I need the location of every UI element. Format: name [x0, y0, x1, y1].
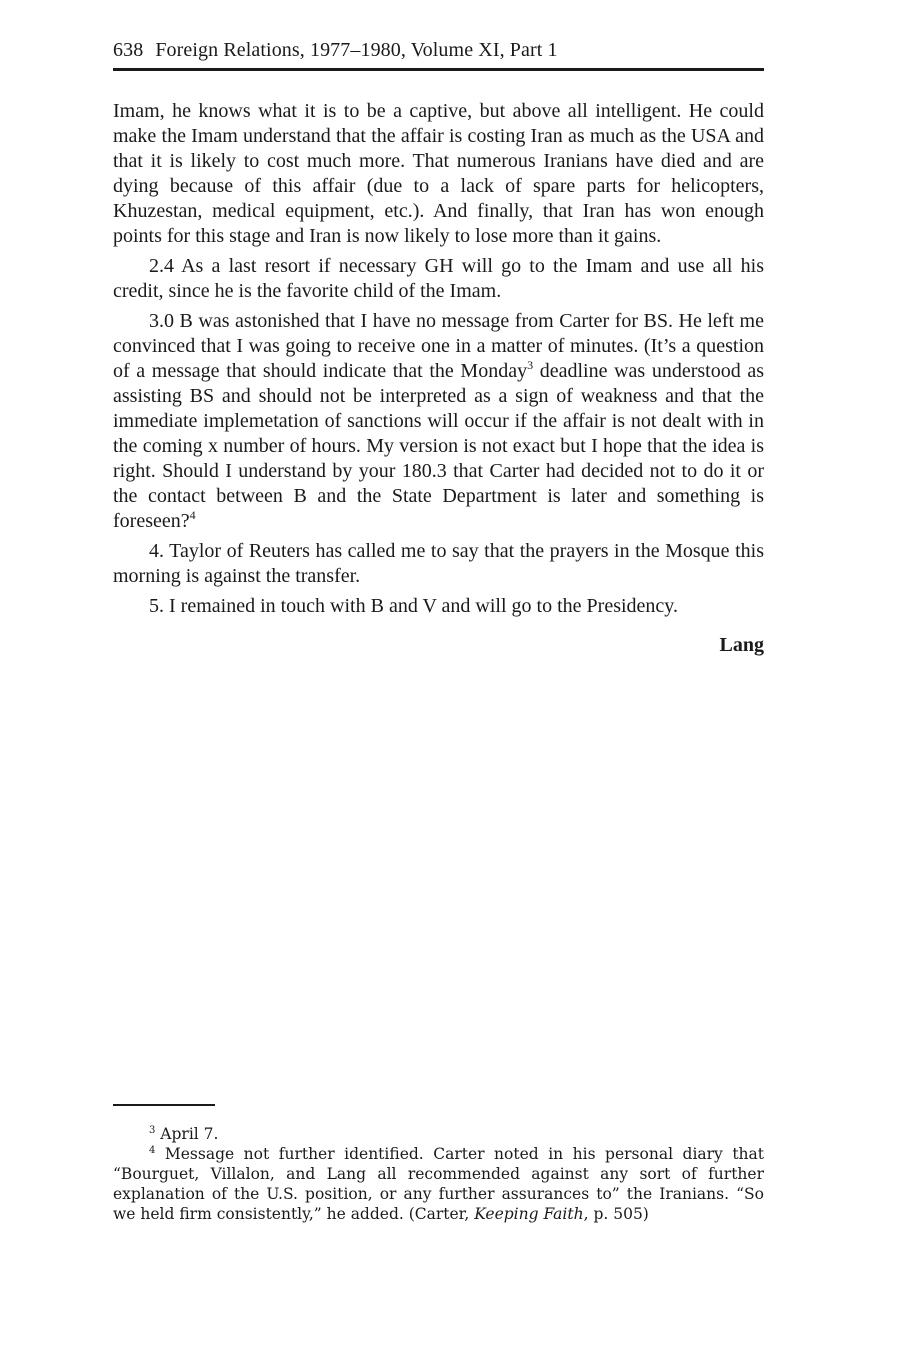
footnote-4-text-b: , p. 505) — [583, 1205, 649, 1223]
running-header — [113, 36, 764, 64]
paragraph-3-part-b: deadline was understood as assisting BS and should not be interpreted as a sign of weakness and that the immediate implemetation of sanctions will occur if the affair is not dealt with in the coming x number of hours. My version is not exact but I hope that the idea is right. Should I understand by your 180.3 that Carter had decided not to do it or the contact between B and the State Department is later and something is foreseen? — [113, 360, 764, 532]
footnote-rule — [113, 1104, 215, 1106]
paragraph-3-part-a: 3.0 B was astonished that I have no message from Carter for BS. He left me convinced that I was going to receive one in a matter of minutes. (It’s a question of a message that should indicate that the Monday — [113, 310, 764, 382]
footnote-3 — [113, 1124, 764, 1144]
footnote-ref-3: 3 — [527, 358, 534, 372]
footnote-4 — [113, 1144, 764, 1224]
paragraph-5: 5. I remained in touch with B and V and will go to the Presidency. — [149, 595, 678, 617]
footnotes — [113, 1124, 764, 1224]
footnote-4-book-title: Keeping Faith — [474, 1205, 584, 1223]
page-number: 638 — [113, 39, 144, 61]
signature: Lang — [719, 634, 764, 656]
body-text — [113, 99, 764, 658]
footnote-4-number: 4 — [149, 1145, 156, 1156]
paragraph-4: 4. Taylor of Reuters has called me to say that the prayers in the Mosque this morning is against the transfer. — [113, 540, 764, 587]
paragraph-3 — [113, 309, 764, 534]
footnote-3-number: 3 — [149, 1125, 156, 1136]
footnote-3-text: April 7. — [155, 1125, 219, 1143]
footnote-ref-4: 4 — [189, 508, 196, 522]
header-rule — [113, 68, 764, 71]
paragraph-1: Imam, he knows what it is to be a captive, but above all intelligent. He could make the Imam understand that the affair is costing Iran as much as the USA and that it is likely to cost much more. That numerous Iranians have died and are dying because of this affair (due to a lack of spare parts for helicopters, Khuzestan, medical equipment, etc.). And finally, that Iran has won enough points for this stage and Iran is now likely to lose more than it gains. — [113, 100, 764, 247]
running-title: Foreign Relations, 1977–1980, Volume XI, Part 1 — [155, 39, 558, 61]
paragraph-2: 2.4 As a last resort if necessary GH will go to the Imam and use all his credit, since he is the favorite child of the Imam. — [113, 255, 764, 302]
footnote-4-text-a: Message not further identified. Carter noted in his personal diary that “Bourguet, Villalon, and Lang all recommended against any sort of further explanation of the U.S. position, or any further assurances to” the Iranians. “So we held firm consistently,” he added. (Carter, — [113, 1145, 764, 1223]
